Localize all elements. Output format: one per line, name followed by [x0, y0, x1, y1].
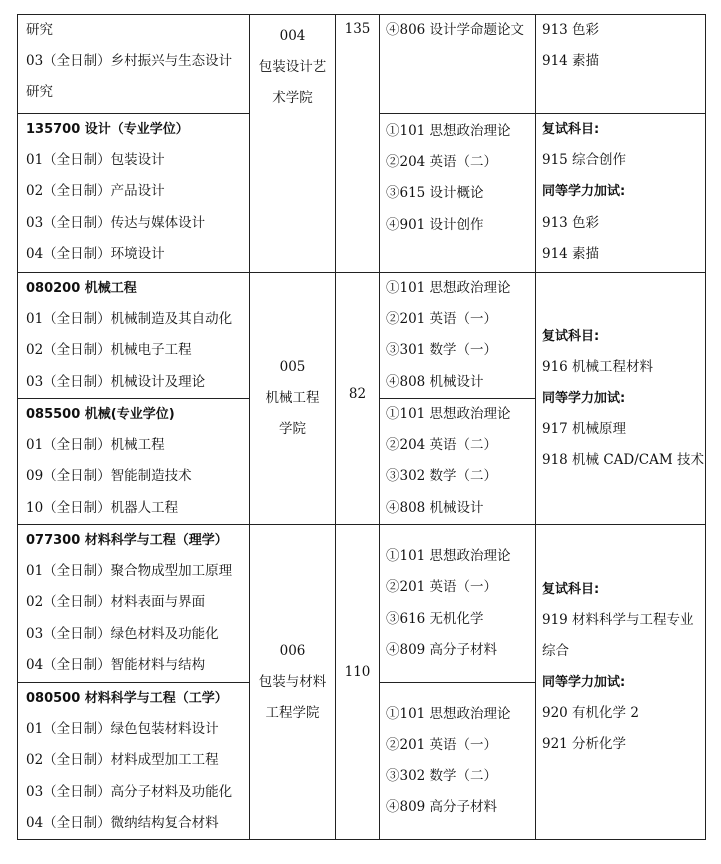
retest-item: 919 材料科学与工程专业综合	[542, 611, 694, 659]
equiv-label: 同等学力加试:	[542, 184, 626, 200]
college-code: 004	[279, 28, 306, 44]
exam-item: ①101 思想政治理论	[386, 123, 511, 139]
table-row	[18, 273, 706, 399]
exam-item: ④808 机械设计	[386, 499, 484, 516]
exam-item: ④809 高分子材料	[386, 799, 498, 816]
college-name: 术学院	[272, 90, 313, 106]
exam-item: ③616 无机化学	[386, 610, 484, 627]
major-cell	[18, 525, 250, 683]
exam-item: ①101 思想政治理论	[386, 406, 511, 422]
count-cell	[336, 525, 380, 840]
major-item: 01（全日制）机械工程	[26, 437, 165, 454]
major-cell	[18, 399, 250, 525]
exam-item: ①101 思想政治理论	[386, 280, 511, 296]
major-title: 080200 机械工程	[26, 281, 137, 296]
college-cell	[250, 525, 336, 840]
major-item: 02（全日制）产品设计	[26, 183, 165, 200]
retest-label: 复试科目:	[542, 581, 600, 597]
exam-item: ③301 数学（一）	[386, 342, 498, 359]
exam-cell	[380, 399, 536, 525]
major-item: 10（全日制）机器人工程	[26, 499, 179, 516]
college-name: 学院	[279, 421, 306, 437]
exam-item: ②204 英语（二）	[386, 437, 498, 454]
major-item: 01（全日制）聚合物成型加工原理	[26, 563, 233, 580]
exam-item: ③615 设计概论	[386, 185, 484, 202]
equiv-label: 同等学力加试:	[542, 674, 626, 690]
major-item: 04（全日制）微纳结构复合材料	[26, 814, 219, 831]
retest-cell	[536, 114, 706, 273]
college-cell	[250, 15, 336, 273]
admission-table	[17, 14, 706, 840]
equiv-item: 920 有机化学 2	[542, 705, 639, 721]
college-cell	[250, 273, 336, 525]
major-item: 04（全日制）环境设计	[26, 245, 165, 262]
retest-label: 复试科目:	[542, 122, 600, 137]
count-cell	[336, 273, 380, 525]
retest-cell	[536, 15, 706, 114]
major-item: 03（全日制）传达与媒体设计	[26, 214, 206, 231]
retest-item: 913 色彩	[542, 22, 600, 38]
retest-cell	[536, 273, 706, 525]
equiv-item: 913 色彩	[542, 214, 600, 231]
retest-item: 914 素描	[542, 53, 600, 70]
equiv-label: 同等学力加试:	[542, 390, 626, 406]
enrollment-count: 82	[348, 385, 367, 402]
exam-item: ③302 数学（二）	[386, 468, 498, 485]
enrollment-count: 135	[344, 21, 371, 37]
major-item: 01（全日制）绿色包装材料设计	[26, 721, 219, 738]
retest-item: 916 机械工程材料	[542, 358, 654, 375]
exam-item: ①101 思想政治理论	[386, 705, 511, 722]
major-item: 03（全日制）绿色材料及功能化	[26, 625, 219, 642]
equiv-item: 914 素描	[542, 245, 600, 262]
retest-label: 复试科目:	[542, 328, 600, 344]
exam-item: ②201 英语（一）	[386, 311, 498, 328]
major-cell	[18, 114, 250, 273]
table-row	[18, 15, 706, 114]
major-title: 077300 材料科学与工程（理学）	[26, 533, 228, 548]
major-item: 02（全日制）材料成型加工工程	[26, 752, 219, 769]
major-item: 03（全日制）乡村振兴与生态设计研究	[26, 53, 233, 101]
exam-item: ④806 设计学命题论文	[386, 22, 525, 38]
major-item: 研究	[26, 22, 53, 38]
retest-item: 915 综合创作	[542, 152, 627, 169]
exam-cell	[380, 15, 536, 114]
major-item: 03（全日制）高分子材料及功能化	[26, 783, 233, 800]
major-cell	[18, 15, 250, 114]
equiv-item: 918 机械 CAD/CAM 技术	[542, 452, 704, 469]
college-name: 包装设计艺	[258, 59, 327, 75]
exam-item: ④808 机械设计	[386, 373, 484, 390]
count-cell	[336, 15, 380, 273]
exam-item: ②201 英语（一）	[386, 736, 498, 753]
major-item: 03（全日制）机械设计及理论	[26, 373, 206, 390]
major-title: 135700 设计（专业学位）	[26, 122, 189, 137]
exam-cell	[380, 683, 536, 840]
enrollment-count: 110	[344, 664, 371, 680]
equiv-item: 921 分析化学	[542, 736, 627, 753]
exam-cell	[380, 525, 536, 683]
college-name: 包装与材料	[258, 673, 327, 690]
college-code: 005	[279, 359, 306, 375]
exam-item: ①101 思想政治理论	[386, 548, 511, 565]
major-title: 085500 机械(专业学位)	[26, 407, 175, 422]
college-name: 机械工程	[265, 390, 320, 406]
major-title: 080500 材料科学与工程（工学）	[26, 691, 228, 706]
retest-cell	[536, 525, 706, 840]
college-name: 工程学院	[265, 704, 320, 721]
exam-item: ③302 数学（二）	[386, 768, 498, 784]
major-item: 02（全日制）机械电子工程	[26, 342, 192, 359]
exam-cell	[380, 114, 536, 273]
exam-item: ②201 英语（一）	[386, 579, 498, 596]
major-item: 02（全日制）材料表面与界面	[26, 594, 206, 611]
major-cell	[18, 683, 250, 840]
exam-cell	[380, 273, 536, 399]
major-item: 04（全日制）智能材料与结构	[26, 656, 206, 673]
major-item: 01（全日制）机械制造及其自动化	[26, 311, 233, 328]
exam-item: ④809 高分子材料	[386, 641, 498, 658]
major-item: 09（全日制）智能制造技术	[26, 468, 192, 485]
table-row	[18, 525, 706, 683]
exam-item: ④901 设计创作	[386, 216, 484, 233]
major-cell	[18, 273, 250, 399]
college-code: 006	[279, 642, 306, 659]
major-item: 01（全日制）包装设计	[26, 152, 165, 169]
exam-item: ②204 英语（二）	[386, 154, 498, 171]
equiv-item: 917 机械原理	[542, 421, 627, 438]
